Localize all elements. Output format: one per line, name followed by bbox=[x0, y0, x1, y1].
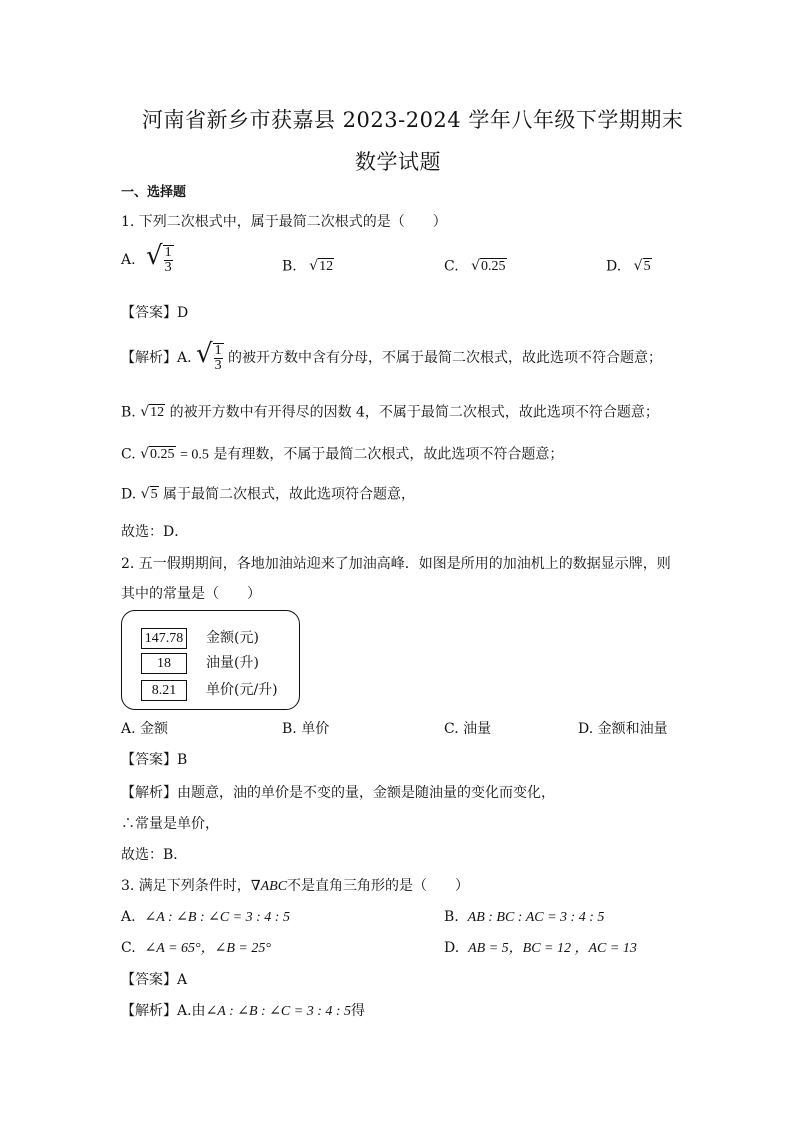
page-title-line2: 数学试题 bbox=[355, 150, 441, 174]
q3-answer: 【答案】A bbox=[121, 972, 188, 988]
q3-option-b: B. AB : BC : AC = 3 : 4 : 5 bbox=[444, 909, 605, 925]
q3-explanation: 【解析】A.由∠A : ∠B : ∠C = 3 : 4 : 5得 bbox=[121, 1003, 366, 1019]
q2-option-c: C. 油量 bbox=[444, 721, 492, 737]
q2-conclusion: 故选：B． bbox=[121, 847, 188, 863]
q1-expl-c: C. √0.25 = 0.5 是有理数，不属于最简二次根式，故此选项不符合题意； bbox=[121, 446, 564, 463]
q2-stem-line2: 其中的常量是（ ） bbox=[121, 586, 261, 602]
q2-therefore: ∴常量是单价， bbox=[121, 816, 219, 832]
sqrt-fraction: √ $\frac{1}{3}$ bbox=[146, 241, 172, 275]
display-value: 8.21 bbox=[141, 680, 187, 701]
q3-option-d: D. AB = 5，BC = 12 ，AC = 13 bbox=[444, 940, 637, 956]
q1-conclusion: 故选：D． bbox=[121, 524, 189, 540]
q3-option-a: A. ∠A : ∠B : ∠C = 3 : 4 : 5 bbox=[121, 909, 290, 925]
display-value: 18 bbox=[141, 653, 187, 674]
q2-stem-line1: 2. 五一假期期间，各地加油站迎来了加油高峰．如图是所用的加油机上的数据显示牌，则 bbox=[121, 556, 671, 572]
display-label: 油量(升) bbox=[206, 655, 259, 671]
q1-expl-b: B. √12 的被开方数中有开得尽的因数 4，不属于最简二次根式，故此选项不符合题意； bbox=[121, 404, 659, 421]
q1-expl-d: D. √5 属于最简二次根式，故此选项符合题意， bbox=[121, 486, 416, 503]
q1-option-c: C. √0.25 bbox=[444, 258, 506, 275]
q1-answer: 【答案】D bbox=[121, 305, 189, 321]
q2-explanation: 【解析】由题意，油的单价是不变的量，金额是随油量的变化而变化， bbox=[121, 785, 555, 801]
q1-option-b: B. √12 bbox=[282, 258, 334, 275]
q1-option-a: A. √ $\frac{1}{3}$ bbox=[121, 241, 172, 275]
q3-option-c: C. ∠A = 65°，∠B = 25° bbox=[121, 940, 271, 956]
q2-option-b: B. 单价 bbox=[282, 721, 330, 737]
q2-answer: 【答案】B bbox=[121, 752, 188, 768]
q1-expl-a: 【解析】A. √ $\frac{1}{3}$ 的被开方数中含有分母，不属于最简二次根式，故此选项不符合题意； bbox=[121, 339, 663, 373]
display-label: 单价(元/升) bbox=[206, 682, 278, 698]
q2-option-d: D. 金额和油量 bbox=[578, 721, 668, 737]
q1-option-d: D. √5 bbox=[606, 258, 651, 275]
q2-option-a: A. 金额 bbox=[121, 721, 169, 737]
display-value: 147.78 bbox=[141, 628, 187, 649]
q1-stem: 1. 下列二次根式中，属于最简二次根式的是（ ） bbox=[121, 214, 447, 230]
display-label: 金额(元) bbox=[206, 630, 259, 646]
page-title-line1: 河南省新乡市获嘉县 2023-2024 学年八年级下学期期末 bbox=[142, 108, 684, 132]
section-heading: 一、选择题 bbox=[121, 185, 187, 200]
q3-stem: 3. 满足下列条件时，∇ABC不是直角三角形的是（ ） bbox=[121, 878, 470, 894]
fuel-pump-display bbox=[121, 610, 300, 710]
